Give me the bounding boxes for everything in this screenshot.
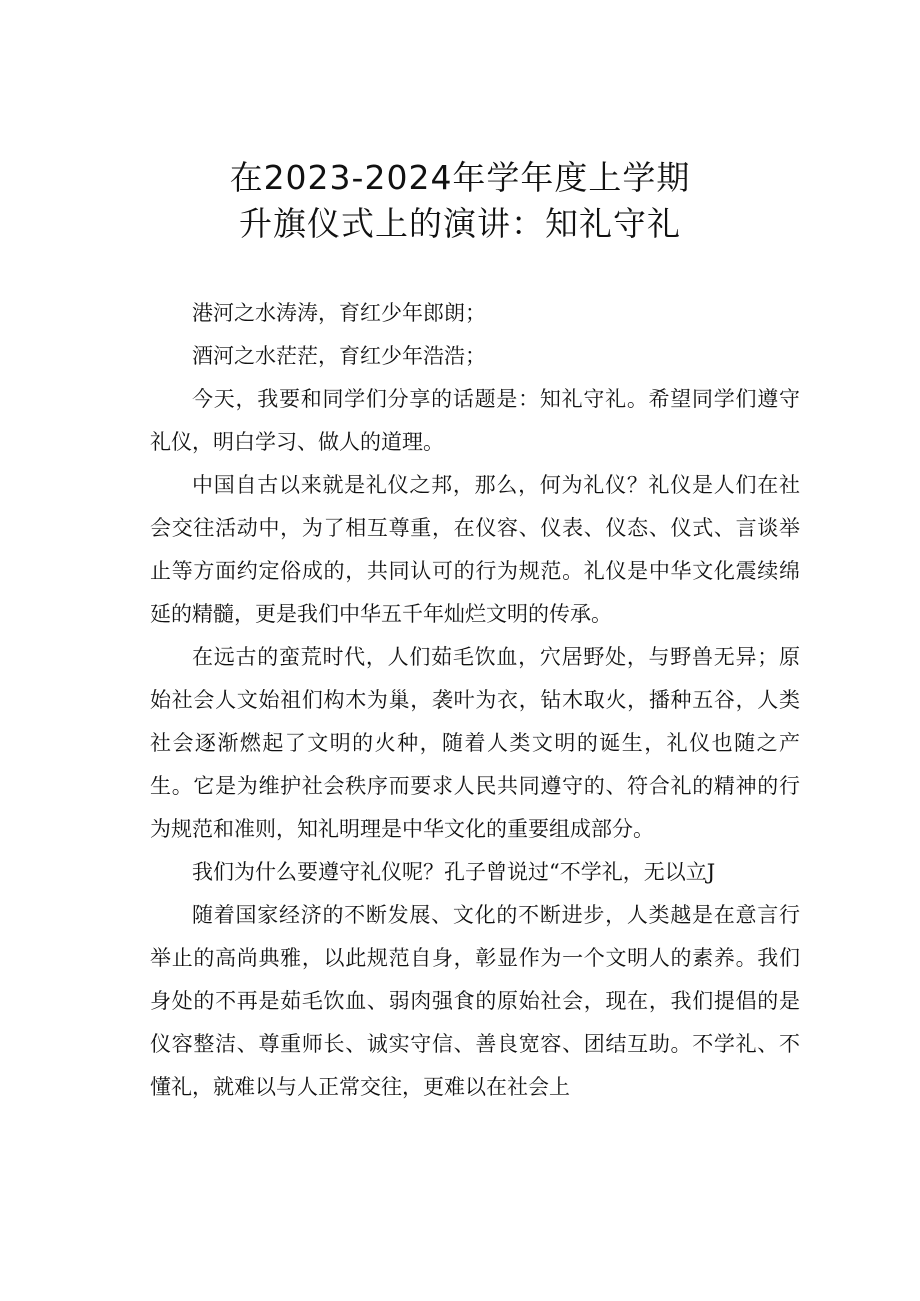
paragraph: 我们为什么要遵守礼仪呢？孔子曾说过“不学礼，无以立J [192, 860, 716, 884]
paragraph: 中国自古以来就是礼仪之邦，那么，何为礼仪？礼仪是人们在社会交往活动中，为了相互尊重，在仪容、仪表、仪态、仪式、言谈举止等方面约定俗成的，共同认可的行为规范。礼仪是中华文化震续绵延的精髓，更是我们中华五千年灿烂文明的传承。 [150, 473, 800, 626]
paragraph: 随着国家经济的不断发展、文化的不断进步，人类越是在意言行举止的高尚典雅，以此规范自身，彰显作为一个文明人的素养。我们身处的不再是茹毛饮血、弱肉强食的原始社会，现在，我们提倡的是仪容整洁、尊重师长、诚实守信、善良宽容、团结互助。不学礼、不懂礼，就难以与人正常交往，更难以在社会上 [150, 903, 800, 1099]
paragraph: 今天，我要和同学们分享的话题是：知礼守礼。希望同学们遵守礼仪，明白学习、做人的道理。 [150, 387, 800, 454]
paragraph: 在远古的蛮荒时代，人们茹毛饮血，穴居野处，与野兽无异；原始社会人文始祖们构木为巢，袭叶为衣，钻木取火，播种五谷，人类社会逐渐燃起了文明的火种，随着人类文明的诞生，礼仪也随之产生。它是为维护社会秩序而要求人民共同遵守的、符合礼的精神的行为规范和准则，知礼明理是中华文化的重要组成部分。 [150, 645, 800, 841]
title-line-2: 升旗仪式上的演讲：知礼守礼 [239, 204, 681, 243]
paragraph: 酒河之水茫茫，育红少年浩浩； [192, 344, 486, 368]
document-body [150, 292, 800, 1109]
paragraph: 港河之水涛涛，育红少年郎朗； [192, 301, 486, 325]
title-line-1: 在2023-2024年学年度上学期 [229, 158, 691, 197]
